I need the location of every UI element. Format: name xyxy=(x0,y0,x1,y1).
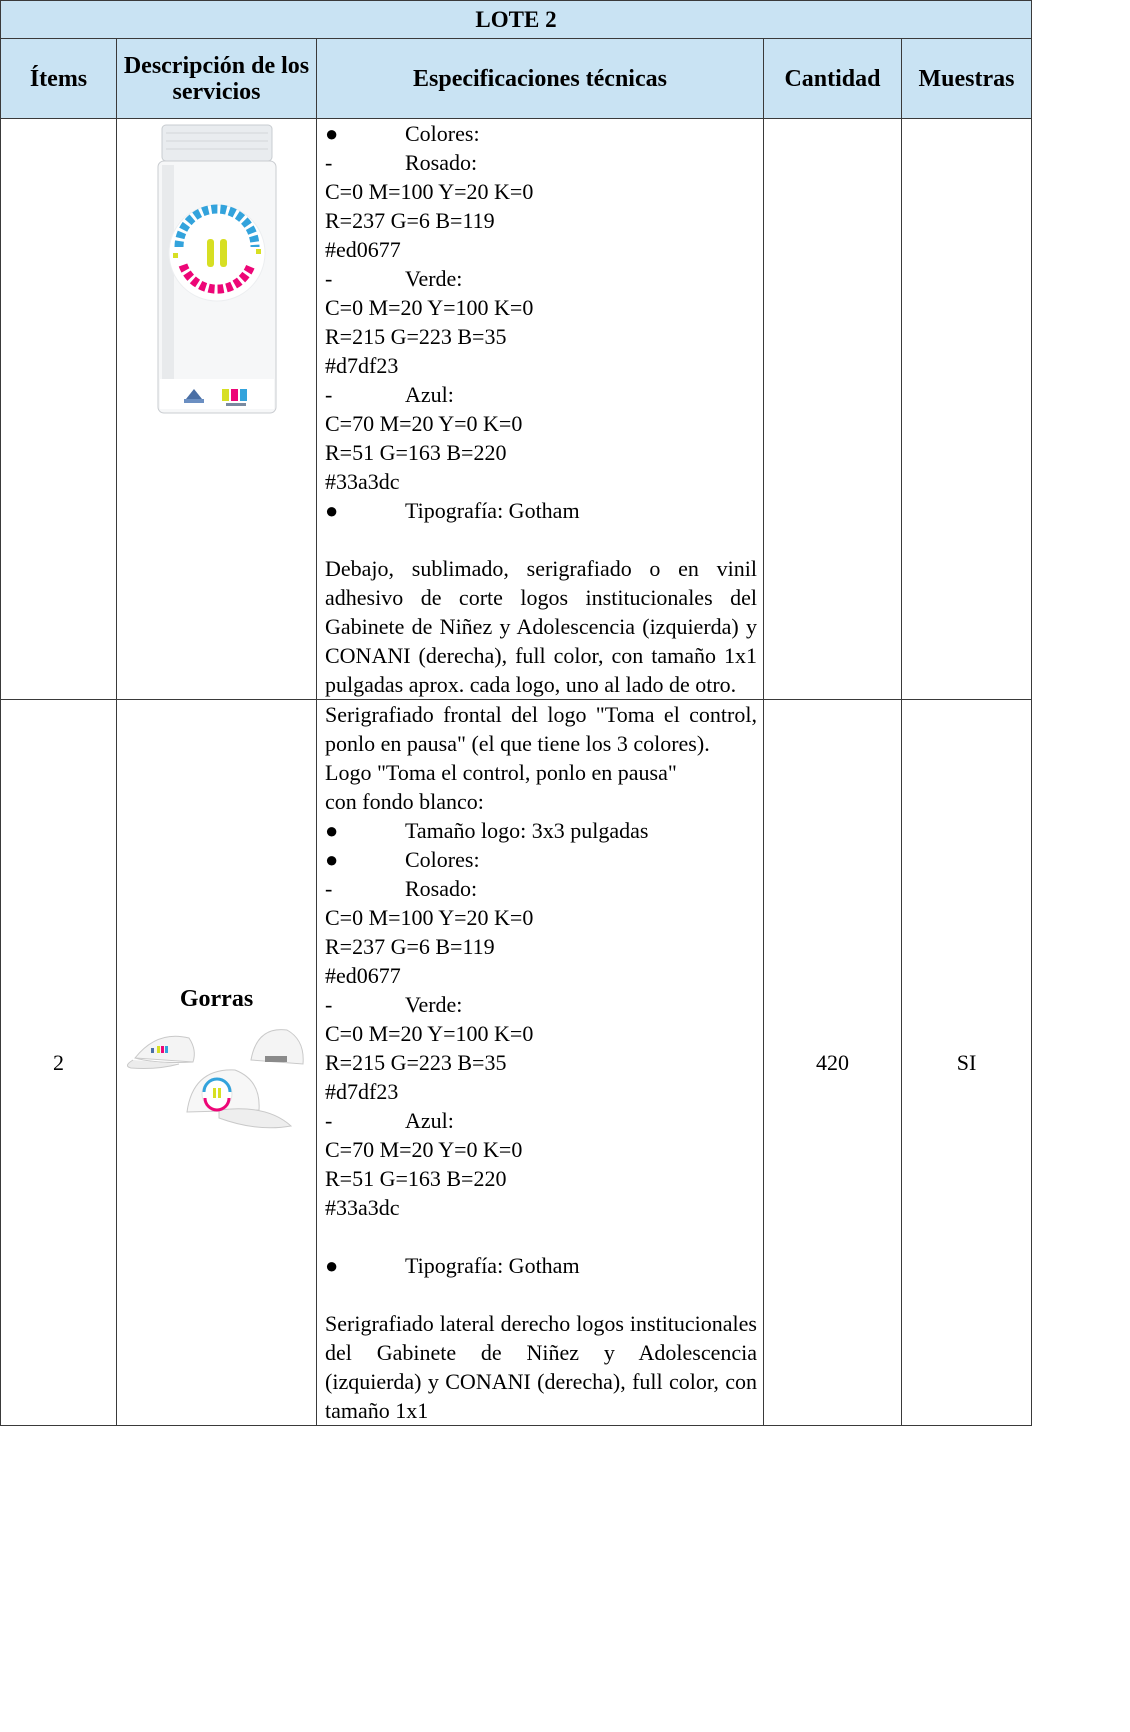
spec-line: #ed0677 xyxy=(325,237,401,262)
spec-line: C=0 M=20 Y=100 K=0 xyxy=(325,295,534,320)
spec-line: Colores: xyxy=(405,847,480,872)
spec-line: C=0 M=100 Y=20 K=0 xyxy=(325,905,534,930)
spec-line: C=0 M=20 Y=100 K=0 xyxy=(325,1021,534,1046)
muestras-cell: SI xyxy=(902,700,1032,1426)
cantidad-cell-empty xyxy=(764,119,902,700)
spec-line: R=215 G=223 B=35 xyxy=(325,1050,507,1075)
spec-line: #ed0677 xyxy=(325,963,401,988)
bullet-icon: ● xyxy=(325,121,339,146)
spec-line: Rosado: xyxy=(405,150,478,175)
description-cell xyxy=(117,119,317,700)
item-number-cell-empty xyxy=(1,119,117,700)
dash-icon: - xyxy=(325,876,333,901)
spec-line: R=237 G=6 B=119 xyxy=(325,208,495,233)
spec-line: #33a3dc xyxy=(325,469,400,494)
spec-line: con fondo blanco: xyxy=(325,789,484,814)
spec-line: Rosado: xyxy=(405,876,478,901)
specs-cell xyxy=(317,119,764,700)
spec-paragraph: Serigrafiado frontal del logo "Toma el control, ponlo en pausa" (el que tiene los 3 colores). xyxy=(325,702,757,756)
dash-icon: - xyxy=(325,266,333,291)
dash-icon: - xyxy=(325,150,333,175)
spec-line: Verde: xyxy=(405,992,463,1017)
header-cantidad: Cantidad xyxy=(764,39,902,119)
dash-icon: - xyxy=(325,382,333,407)
description-cell xyxy=(117,700,317,1426)
muestras-cell-empty xyxy=(902,119,1032,700)
spec-line: C=70 M=20 Y=0 K=0 xyxy=(325,1137,523,1162)
spec-line: R=215 G=223 B=35 xyxy=(325,324,507,349)
specs-cell xyxy=(317,700,764,1426)
item-number: 2 xyxy=(1,700,117,1426)
bullet-icon: ● xyxy=(325,847,339,872)
spec-line: Azul: xyxy=(405,382,454,407)
spec-line: Colores: xyxy=(405,121,480,146)
header-items: Ítems xyxy=(1,39,117,119)
table-title: LOTE 2 xyxy=(1,1,1032,39)
spec-paragraph: Serigrafiado lateral derecho logos institucionales del Gabinete de Niñez y Adolescencia (izquierda) y CONANI (derecha), full color, con tamaño 1x1 xyxy=(325,1311,757,1423)
spec-line: C=0 M=100 Y=20 K=0 xyxy=(325,179,534,204)
spec-line: Verde: xyxy=(405,266,463,291)
dash-icon: - xyxy=(325,1108,333,1133)
item-name: Gorras xyxy=(179,986,254,1012)
spec-line: C=70 M=20 Y=0 K=0 xyxy=(325,411,523,436)
spec-line: Tipografía: Gotham xyxy=(405,1253,580,1278)
spec-line: #d7df23 xyxy=(325,1079,399,1104)
spec-line: Tamaño logo: 3x3 pulgadas xyxy=(405,818,649,843)
spec-line: Logo "Toma el control, ponlo en pausa" xyxy=(325,760,677,785)
spec-line: Tipografía: Gotham xyxy=(405,498,580,523)
spec-line: #d7df23 xyxy=(325,353,399,378)
spec-line: R=51 G=163 B=220 xyxy=(325,1166,507,1191)
bullet-icon: ● xyxy=(325,498,339,523)
bullet-icon: ● xyxy=(325,1253,339,1278)
table-row xyxy=(1,119,1032,700)
spec-line: Azul: xyxy=(405,1108,454,1133)
bullet-icon: ● xyxy=(325,818,339,843)
dash-icon: - xyxy=(325,992,333,1017)
spec-line: R=237 G=6 B=119 xyxy=(325,934,495,959)
header-descripcion: Descripción de los servicios xyxy=(117,39,317,119)
header-muestras: Muestras xyxy=(902,39,1032,119)
header-especificaciones: Especificaciones técnicas xyxy=(317,39,764,119)
title-row xyxy=(1,1,1032,39)
spec-line: R=51 G=163 B=220 xyxy=(325,440,507,465)
table-row xyxy=(1,700,1032,1426)
spec-paragraph: Debajo, sublimado, serigrafiado o en vinil adhesivo de corte logos institucionales del Gabinete de Niñez y Adolescencia (izquierda) y CONANI (derecha), full color, con tamaño 1x1 pulgadas aprox. cada logo, uno al lado de otro. xyxy=(325,556,757,697)
spec-line: #33a3dc xyxy=(325,1195,400,1220)
bottle-image xyxy=(142,123,292,423)
header-row xyxy=(1,39,1032,119)
caps-image xyxy=(127,1020,307,1140)
cantidad-cell: 420 xyxy=(764,700,902,1426)
